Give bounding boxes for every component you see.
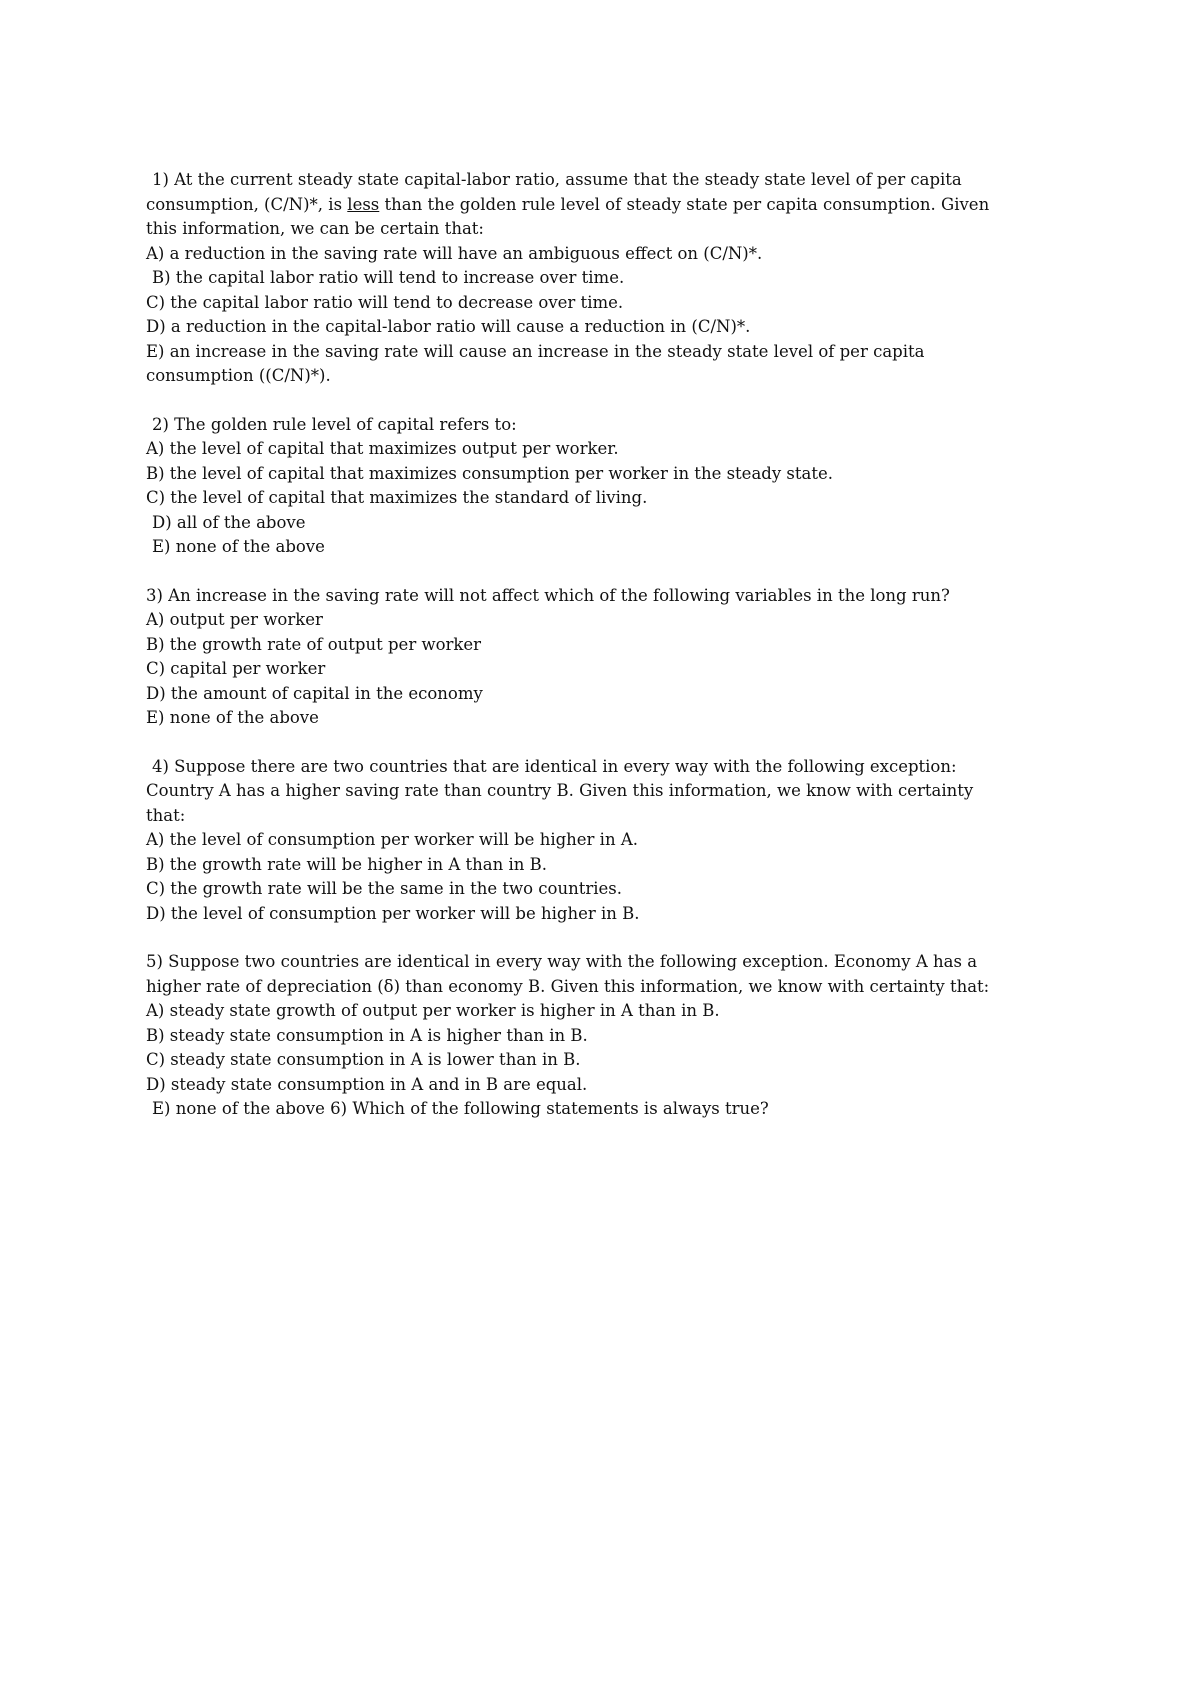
question-5-option-c: C) steady state consumption in A is lower than in B. xyxy=(146,1050,581,1069)
question-5-option-e: E) none of the above 6) Which of the following statements is always true? xyxy=(152,1099,769,1118)
question-4-option-d: D) the level of consumption per worker will be higher in B. xyxy=(146,903,640,923)
question-2-stem-line-1: 2) The golden rule level of capital refers to: xyxy=(152,414,517,434)
question-5 xyxy=(146,950,1076,1122)
question-4-option-b: B) the growth rate will be higher in A than in B. xyxy=(146,854,548,874)
question-2 xyxy=(146,413,1076,560)
question-4-stem-line-2: Country A has a higher saving rate than country B. Given this information, we know with certainty xyxy=(146,781,974,800)
question-1 xyxy=(146,168,1076,389)
question-3-option-b: B) the growth rate of output per worker xyxy=(146,634,482,654)
question-5-option-b: B) steady state consumption in A is higher than in B. xyxy=(146,1025,588,1045)
question-1-stem-line-3: this information, we can be certain that: xyxy=(146,219,484,238)
question-1-option-b: B) the capital labor ratio will tend to increase over time. xyxy=(152,268,625,287)
question-1-option-c: C) the capital labor ratio will tend to decrease over time. xyxy=(146,292,624,312)
question-1-option-e: E) an increase in the saving rate will cause an increase in the steady state level of per capita xyxy=(146,341,925,361)
question-4-option-a: A) the level of consumption per worker will be higher in A. xyxy=(146,830,638,849)
question-1-stem-line-1: 1) At the current steady state capital-labor ratio, assume that the steady state level of per capita xyxy=(152,170,962,189)
question-3-stem-line-1: 3) An increase in the saving rate will not affect which of the following variables in the long run? xyxy=(146,585,950,605)
question-2-option-a: A) the level of capital that maximizes output per worker. xyxy=(146,439,619,458)
question-5-option-d: D) steady state consumption in A and in B are equal. xyxy=(146,1074,588,1094)
question-3-option-d: D) the amount of capital in the economy xyxy=(146,683,483,703)
question-1-option-a: A) a reduction in the saving rate will have an ambiguous effect on (C/N)*. xyxy=(146,243,763,263)
question-3-option-a: A) output per worker xyxy=(146,610,323,629)
question-4-option-c: C) the growth rate will be the same in the two countries. xyxy=(146,879,622,898)
question-3-option-c: C) capital per worker xyxy=(146,659,326,678)
question-1-option-d: D) a reduction in the capital-labor ratio will cause a reduction in (C/N)*. xyxy=(146,317,751,336)
document-page xyxy=(146,168,1076,1146)
question-3-option-e: E) none of the above xyxy=(146,708,319,727)
question-4-stem-line-3: that: xyxy=(146,805,186,825)
question-1-stem-line-2-post: than the golden rule level of steady state per capita consumption. Given xyxy=(379,194,990,214)
question-1-option-e-continued: consumption ((C/N)*). xyxy=(146,366,331,385)
question-1-underlined-word: less xyxy=(347,194,380,214)
question-4 xyxy=(146,755,1076,927)
question-2-option-e: E) none of the above xyxy=(152,537,325,556)
question-5-option-a: A) steady state growth of output per worker is higher in A than in B. xyxy=(146,1001,720,1020)
question-2-option-b: B) the level of capital that maximizes consumption per worker in the steady state. xyxy=(146,463,833,483)
question-1-stem-line-2 xyxy=(146,193,1076,218)
question-3 xyxy=(146,584,1076,731)
question-1-stem-line-2-pre: consumption, (C/N)*, is xyxy=(146,194,348,214)
question-5-stem-line-1: 5) Suppose two countries are identical in every way with the following exception. Economy A has a xyxy=(146,952,978,971)
question-2-option-d: D) all of the above xyxy=(152,512,306,532)
question-4-stem-line-1: 4) Suppose there are two countries that are identical in every way with the following exception: xyxy=(152,756,957,776)
question-2-option-c: C) the level of capital that maximizes the standard of living. xyxy=(146,488,648,507)
question-5-stem-line-2: higher rate of depreciation (δ) than economy B. Given this information, we know with certainty that: xyxy=(146,976,990,996)
